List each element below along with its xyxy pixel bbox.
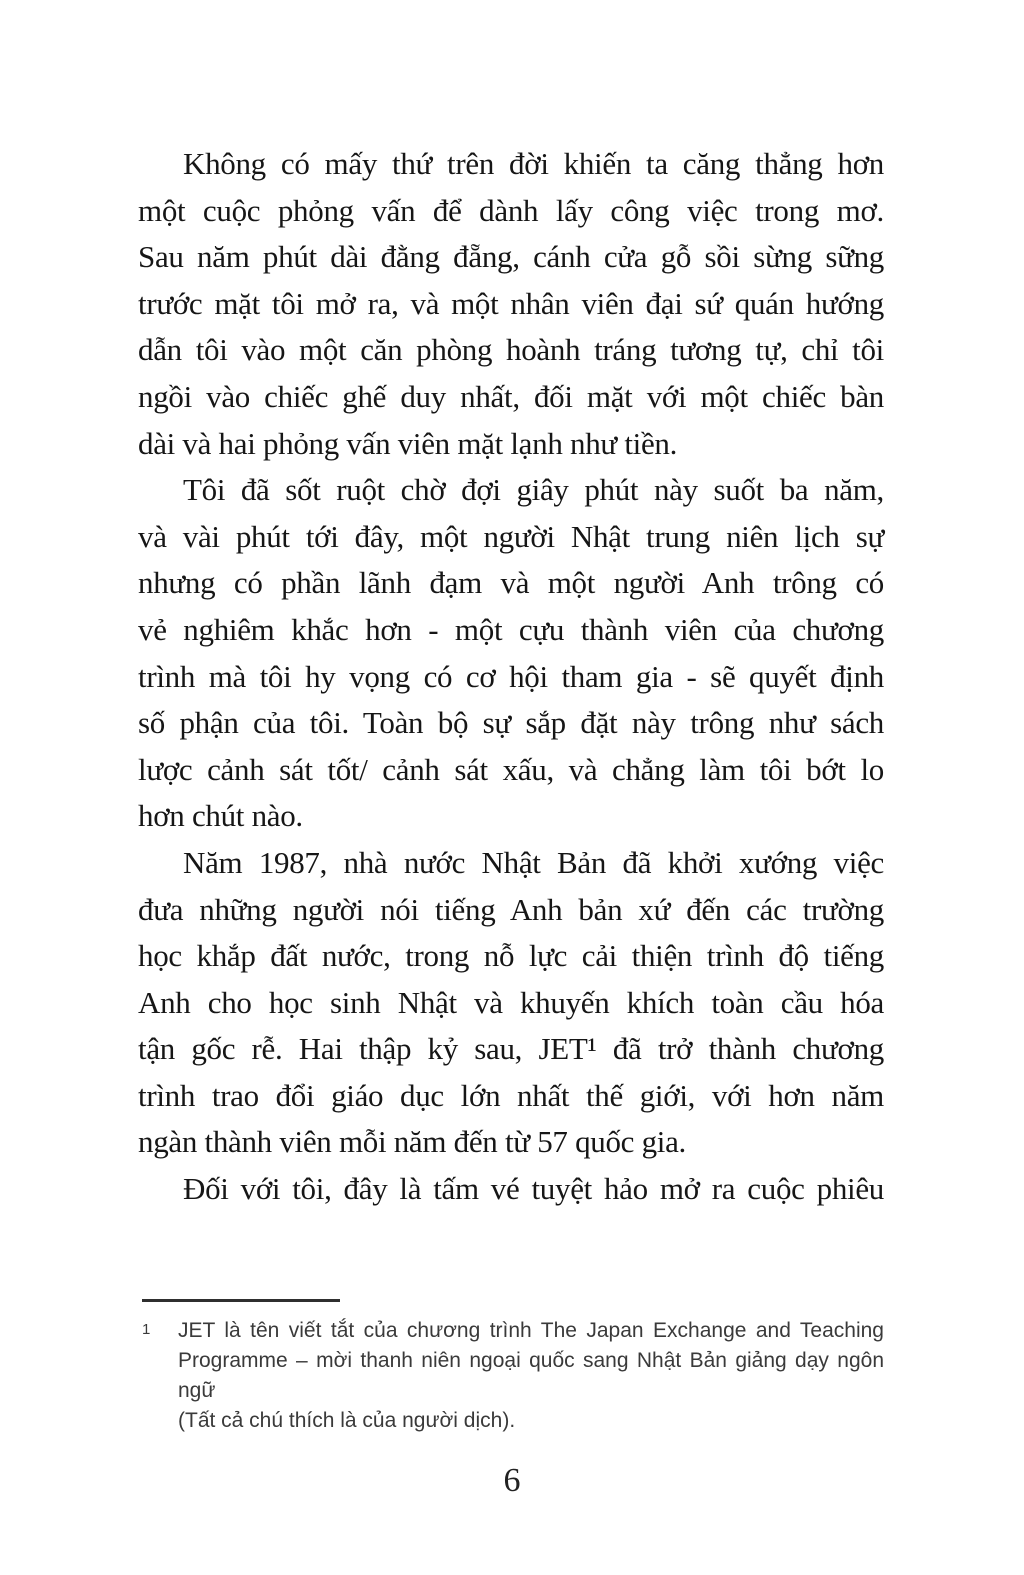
- paragraph: [138, 1166, 884, 1213]
- body-line: Tôi đã sốt ruột chờ đợi giây phút này suốt ba năm,: [183, 472, 884, 508]
- body-line: lược cảnh sát tốt/ cảnh sát xấu, và chẳng làm tôi bớt lo: [138, 751, 884, 787]
- footnote-line: JET là tên viết tắt của chương trình The Japan Exchange and Teaching: [178, 1319, 884, 1342]
- body-line: dài và hai phỏng vấn viên mặt lạnh như tiền.: [138, 425, 678, 461]
- body-line: nhưng có phần lãnh đạm và một người Anh trông có: [138, 565, 884, 601]
- paragraph: [138, 467, 884, 840]
- footnote: [142, 1316, 884, 1436]
- body-line: học khắp đất nước, trong nỗ lực cải thiện trình độ tiếng: [138, 938, 884, 974]
- body-line: hơn chút nào.: [138, 798, 303, 834]
- footnote-text: [178, 1316, 884, 1436]
- body-text: [138, 141, 884, 1213]
- body-line: ngồi vào chiếc ghế duy nhất, đối mặt với một chiếc bàn: [138, 378, 884, 414]
- body-line: Anh cho học sinh Nhật và khuyến khích toàn cầu hóa: [138, 984, 884, 1020]
- body-line: một cuộc phỏng vấn để dành lấy công việc trong mơ.: [138, 192, 884, 228]
- paragraph: [138, 840, 884, 1166]
- body-line: Đối với tôi, đây là tấm vé tuyệt hảo mở ra cuộc phiêu: [183, 1171, 884, 1207]
- body-line: và vài phút tới đây, một người Nhật trung niên lịch sự: [138, 518, 884, 554]
- body-line: ngàn thành viên mỗi năm đến từ 57 quốc gia.: [138, 1124, 687, 1160]
- body-line: Năm 1987, nhà nước Nhật Bản đã khởi xướng việc: [183, 844, 884, 880]
- body-line: vẻ nghiêm khắc hơn - một cựu thành viên của chương: [138, 611, 884, 647]
- body-line: đưa những người nói tiếng Anh bản xứ đến các trường: [138, 891, 884, 927]
- footnote-separator-rule: [142, 1299, 340, 1302]
- body-line: Không có mấy thứ trên đời khiến ta căng thẳng hơn: [183, 146, 884, 181]
- body-line: số phận của tôi. Toàn bộ sự sắp đặt này trông như sách: [138, 705, 884, 741]
- body-line: trước mặt tôi mở ra, và một nhân viên đại sứ quán hướng: [138, 285, 884, 321]
- body-line: trình trao đổi giáo dục lớn nhất thế giới, với hơn năm: [138, 1077, 884, 1113]
- body-line: tận gốc rễ. Hai thập kỷ sau, JET¹ đã trở thành chương: [138, 1031, 884, 1067]
- page-number: 6: [503, 1462, 521, 1499]
- body-line: dẫn tôi vào một căn phòng hoành tráng tương tự, chỉ tôi: [138, 332, 884, 368]
- footnote-line: (Tất cả chú thích là của người dịch).: [178, 1409, 516, 1432]
- footnote-marker: 1: [142, 1321, 151, 1338]
- body-line: trình mà tôi hy vọng có cơ hội tham gia - sẽ quyết định: [138, 658, 884, 694]
- paragraph: [138, 141, 884, 467]
- body-line: Sau năm phút dài đằng đẵng, cánh cửa gỗ sồi sừng sững: [138, 239, 884, 275]
- footnote-line: Programme – mời thanh niên ngoại quốc sang Nhật Bản giảng dạy ngôn ngữ: [178, 1349, 884, 1402]
